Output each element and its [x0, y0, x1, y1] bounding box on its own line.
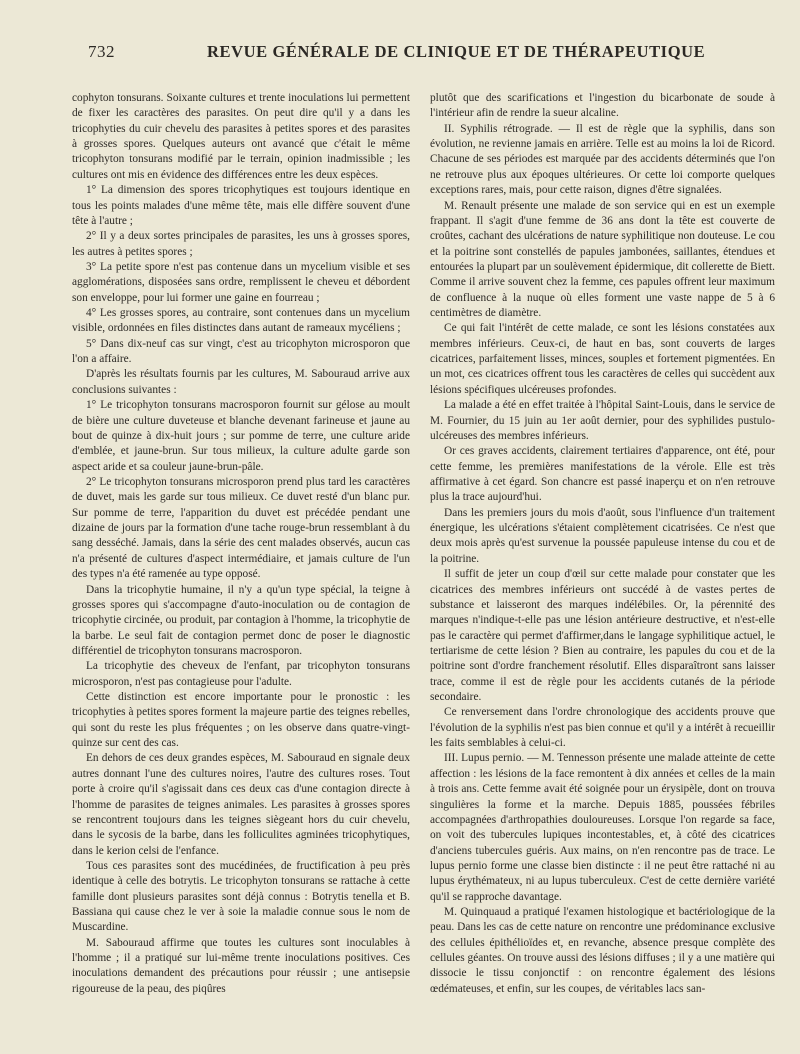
paragraph: Dans les premiers jours du mois d'août, sous l'influence d'un traitement énergique, les ulcérations s'étaient complètement cicatrisées. Ce n'est que deux mois après qu'est survenue la poussée papuleuse intense du cou et de la poitrine. — [430, 506, 775, 565]
paragraph: Dans la tricophytie humaine, il n'y a qu'un type spécial, la teigne à grosses spores qui s'accompagne d'auto-inoculation ou de contagion de tricophytie circinée, ou produit, par contagion à l'homme, la tricophytie de la barbe. Le seul fait de contagion permet donc de poser le diagnostic différentiel de tricophyton tonsurans macrosporon. — [72, 583, 410, 657]
paragraph: La malade a été en effet traitée à l'hôpital Saint-Louis, dans le service de M. Fournier, du 15 juin au 1er août dernier, pour des syphilides pustulo-ulcéreuses des membres inférieurs. — [430, 399, 775, 442]
paragraph: 1° Le tricophyton tonsurans macrosporon fournit sur gélose au moult de bière une culture duveteuse et blanche devenant farineuse et jaune au bout de quinze à dix-huit jours ; sur pomme de terre, une culture aride d'emblée, et jaune-brun. Sur tous milieux, la culture adulte garde son aspect aride et sa couleur jaune-brun-pâle. — [72, 399, 410, 473]
page-number: 732 — [88, 42, 115, 61]
paragraph: M. Quinquaud a pratiqué l'examen histologique et bactériologique de la peau. Dans les cas de cette nature on rencontre une prédominance exclusive des cellules épithélioïdes et, en revanche, absence presque complète des cellules géantes. On trouve aussi des lésions diffuses ; il y a une matière qui dissocie le tissu conjonctif : on rencontre également des lésions œdémateuses, et enfin, sur les coupes, de véritables lacs san- — [430, 906, 775, 995]
paragraph: M. Renault présente une malade de son service qui en est un exemple frappant. Il s'agit d'une femme de 36 ans dont la tête est couverte de croûtes, cachant des ulcérations de nature syphilitique non douteuse. Le cou et la poitrine sont constellés de papules jambonées, saillantes, étendues et entourées la plupart par un soulèvement épidermique, dit collerette de Biett. Comme il arrive souvent chez la femme, ces papules offrent leur maximum de confluence à la nuque où elles forment une vaste nappe de 5 à 6 centimètres de diamètre. — [430, 199, 775, 320]
paragraph: Or ces graves accidents, clairement tertiaires d'apparence, ont été, pour cette femme, les premières manifestations de la vérole. Elle est très affirmative à cet égard. Son chancre est passé inaperçu et on n'en retrouve plus la trace aujourd'hui. — [430, 445, 775, 504]
paragraph: Il suffit de jeter un coup d'œil sur cette malade pour constater que les cicatrices des membres inférieurs ont succédé à de vastes pertes de substance et laisseront des marques indélébiles. Or, la pérennité des marques n'indique-t-elle pas une lésion antérieure destructive, et n'est-elle pas le caractère qui permet d'affirmer,dans le langage syphilitique actuel, le tertiarisme de cette lésion ? Bien au contraire, les papules du cou et de la poitrine sont d'ordre franchement résolutif. Elles disparaîtront sans laisser trace, comme il est de règle pour les accidents cutanés de la période secondaire. — [430, 568, 775, 704]
paragraph: M. Sabouraud affirme que toutes les cultures sont inoculables à l'homme ; il a pratiqué sur lui-même trente inoculations positives. Ces inoculations demandent des précautions pour réussir ; une antisepsie rigoureuse de la peau, des piqûres — [72, 936, 410, 995]
paragraph: 5° Dans dix-neuf cas sur vingt, c'est au tricophyton microsporon que l'on a affaire. — [72, 337, 410, 366]
paragraph: cophyton tonsurans. Soixante cultures et trente inoculations lui permettent de fixer les caractères des parasites. On peut dire qu'il y a dans les tricophyties du cuir chevelu des parasites à petites spores et des parasites à grosses spores. Quelques auteurs ont avancé que c'était le même tricophyton tonsurans modifié par le terrain, opinion inadmissible ; les cultures ont mis en évidence des différences entre les deux espèces. — [72, 92, 410, 181]
paragraph: 1° La dimension des spores tricophytiques est toujours identique en tous les points malades d'une même tête, mais elle diffère souvent d'une tête à l'autre ; — [72, 184, 410, 227]
paragraph: III. Lupus pernio. — M. Tennesson présente une malade atteinte de cette affection : les lésions de la face remontent à dix années et celles de la main à trois ans. Cette femme avait été soignée pour un érysipèle, dont on trouva singulières la forme et la marche. Depuis 1885, poussées fébriles accompagnées d'arthropathies douloureuses. Lorsque l'on regarde sa face, on voit des tubercules lupiques incontestables, et, à côté des cicatrices d'anciens tubercules guéris. Aux mains, on n'en rencontre pas de trace. Le lupus pernio forme une classe bien distincte : il ne peut être rattaché ni au lupus érythémateux, ni au lupus tuberculeux. C'est de cette dernière variété qu'il se rapproche davantage. — [430, 752, 775, 903]
running-header — [72, 42, 772, 66]
paragraph: II. Syphilis rétrograde. — Il est de règle que la syphilis, dans son évolution, ne revienne jamais en arrière. Telle est au moins la loi de Ricord. Chacune de ses périodes est marquée par des accidents déterminés que l'on ne retrouve plus aux époques ultérieures. Or cette loi comporte quelques exceptions rares, mais, pour cette raison, dignes d'être signalées. — [430, 122, 775, 197]
paragraph: 4° Les grosses spores, au contraire, sont contenues dans un mycelium visible, ordonnées en files distinctes dans autant de rameaux mycéliens ; — [72, 307, 410, 335]
left-text-column — [72, 91, 410, 997]
paragraph: 2° Il y a deux sortes principales de parasites, les uns à grosses spores, les autres à petites spores ; — [72, 230, 410, 258]
paragraph: Ce renversement dans l'ordre chronologique des accidents prouve que l'évolution de la syphilis n'est pas bien connue et qu'il y a intérêt à recueillir les faits semblables à celui-ci. — [430, 706, 775, 750]
paragraph: En dehors de ces deux grandes espèces, M. Sabouraud en signale deux autres donnant l'une des cultures noires, l'autre des cultures roses. Tout porte à croire qu'il s'agissait dans ces deux cas d'une contagion directe à l'homme de parasites de teignes animales. Les parasites à grosses spores se rencontrent toujours dans les teignes siègeant hors du cuir chevelu, dans le sycosis de la barbe, dans les folliculites agminées tricophytiques, dans le kerion celsi de l'enfance. — [72, 752, 410, 857]
paragraph: plutôt que des scarifications et l'ingestion du bicarbonate de soude à l'intérieur afin de rendre la sueur alcaline. — [430, 92, 775, 120]
paragraph: D'après les résultats fournis par les cultures, M. Sabouraud arrive aux conclusions suivantes : — [72, 368, 410, 396]
paragraph: La tricophytie des cheveux de l'enfant, par tricophyton tonsurans microsporon, n'est pas contagieuse pour l'adulte. — [72, 660, 410, 688]
paragraph: Ce qui fait l'intérêt de cette malade, ce sont les lésions constatées aux membres inférieurs. Ceux-ci, de haut en bas, sont couverts de larges cicatrices, parfaitement lisses, minces, souples et fortement pigmentées. En un mot, ces cicatrices offrent tous les caractères de celles qui succèdent aux lésions spécifiques ulcéreuses profondes. — [430, 322, 775, 396]
paragraph: 2° Le tricophyton tonsurans microsporon prend plus tard les caractères de duvet, mais les garde sur tous milieux. Ce duvet resté d'un blanc pur. Sur pomme de terre, l'apparition du duvet est précédée pendant une dizaine de jours par la formation d'une tache rouge-brun ressemblant à du sang desséché. Jamais, dans la série des cent malades observés, aucun cas n'a présenté de cultures d'aspect intermédiaire, et jamais culture de l'un des types n'a été ramenée au type opposé. — [72, 475, 410, 581]
paragraph: Tous ces parasites sont des mucédinées, de fructification à peu près identique à celle des botrytis. Le tricophyton tonsurans se rattache à cette famille dont plusieurs parasites sont déjà connus : Botrytis tenella et B. Bassiana qui cause chez le ver à soie la maladie connue sous le nom de Muscardine. — [72, 859, 410, 934]
right-text-column — [430, 91, 775, 997]
paragraph: Cette distinction est encore importante pour le pronostic : les tricophyties à petites spores forment la majeure partie des teignes rebelles, qui sont du reste les plus fréquentes ; on les observe dans quatre-vingt-quinze sur cent des cas. — [72, 691, 410, 750]
paragraph: 3° La petite spore n'est pas contenue dans un mycelium visible et ses agglomérations, disposées sans ordre, remplissent le cheveu et débordent son enveloppe, pour lui former une gaine en fourreau ; — [72, 260, 410, 304]
journal-title: REVUE GÉNÉRALE DE CLINIQUE ET DE THÉRAPEUTIQUE — [207, 42, 706, 61]
